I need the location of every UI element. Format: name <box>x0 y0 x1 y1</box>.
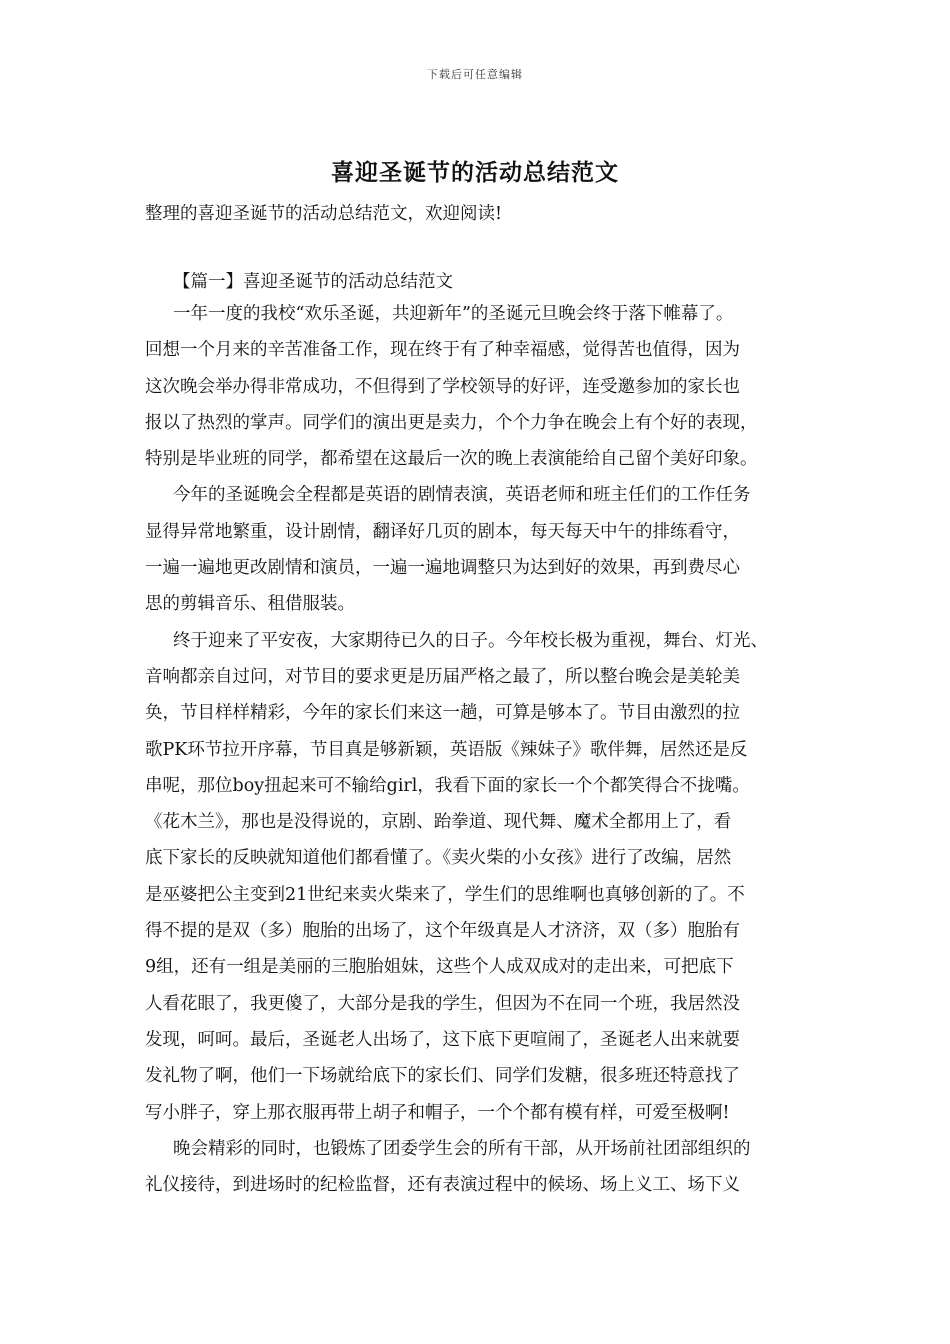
page-header-note: 下载后可任意编辑 <box>427 68 523 81</box>
body-text-line: 终于迎来了平安夜，大家期待已久的日子。今年校长极为重视，舞台、灯光、 <box>173 630 768 651</box>
body-text-line: 一年一度的我校“欢乐圣诞，共迎新年”的圣诞元旦晚会终于落下帷幕了。 <box>173 304 734 324</box>
body-text-line: 9组，还有一组是美丽的三胞胎姐妹，这些个人成双成对的走出来，可把底下 <box>145 957 734 978</box>
body-text-line: 报以了热烈的掌声。同学们的演出更是卖力，个个力争在晚会上有个好的表现， <box>145 412 758 433</box>
document-body <box>145 296 825 1203</box>
body-text-line: 回想一个月来的辛苦准备工作，现在终于有了种幸福感，觉得苦也值得，因为 <box>145 340 740 361</box>
body-text-line: 歌PK环节拉开序幕，节目真是够新颖，英语版《辣妹子》歌伴舞，居然还是反 <box>145 739 748 760</box>
document-title: 喜迎圣诞节的活动总结范文 <box>331 159 619 186</box>
body-text-line: 思的剪辑音乐、租借服装。 <box>145 594 355 615</box>
body-text-line: 奂，节目样样精彩，今年的家长们来这一趟，可算是够本了。节目由激烈的拉 <box>145 703 740 724</box>
body-text-line: 底下家长的反映就知道他们都看懂了。《卖火柴的小女孩》进行了改编，居然 <box>145 848 732 869</box>
body-text-line: 一遍一遍地更改剧情和演员，一遍一遍地调整只为达到好的效果，再到费尽心 <box>145 558 740 579</box>
body-text-line: 《花木兰》，那也是没得说的，京剧、跆拳道、现代舞、魔术全都用上了，看 <box>145 812 732 833</box>
body-text-line: 显得异常地繁重，设计剧情，翻译好几页的剧本，每天每天中午的排练看守， <box>145 521 740 542</box>
body-text-line: 礼仪接待，到进场时的纪检监督，还有表演过程中的候场、场上义工、场下义 <box>145 1175 740 1196</box>
body-text-line: 得不提的是双（多）胞胎的出场了，这个年级真是人才济济，双（多）胞胎有 <box>145 921 740 942</box>
body-text-line: 是巫婆把公主变到21世纪来卖火柴来了，学生们的思维啊也真够创新的了。不 <box>145 884 745 905</box>
body-text-line: 人看花眼了，我更傻了，大部分是我的学生，但因为不在同一个班，我居然没 <box>145 993 740 1014</box>
section-heading: 【篇一】喜迎圣诞节的活动总结范文 <box>173 272 453 292</box>
body-text-line: 串呢，那位boy扭起来可不输给girl，我看下面的家长一个个都笑得合不拢嘴。 <box>145 775 750 796</box>
body-text-line: 音响都亲自过问，对节目的要求更是历届严格之最了，所以整台晚会是美轮美 <box>145 666 740 687</box>
body-text-line: 发现，呵呵。最后，圣诞老人出场了，这下底下更喧闹了，圣诞老人出来就要 <box>145 1029 740 1050</box>
body-text-line: 特别是毕业班的同学，都希望在这最后一次的晚上表演能给自己留个美好印象。 <box>145 449 758 470</box>
body-text-line: 晚会精彩的同时，也锻炼了团委学生会的所有干部，从开场前社团部组织的 <box>173 1138 751 1159</box>
body-text-line: 这次晚会举办得非常成功，不但得到了学校领导的好评，连受邀参加的家长也 <box>145 376 740 397</box>
body-text-line: 写小胖子，穿上那衣服再带上胡子和帽子，一个个都有模有样，可爱至极啊! <box>145 1102 730 1123</box>
body-text-line: 今年的圣诞晚会全程都是英语的剧情表演，英语老师和班主任们的工作任务 <box>173 485 751 506</box>
intro-paragraph: 整理的喜迎圣诞节的活动总结范文，欢迎阅读! <box>145 204 503 224</box>
body-text-line: 发礼物了啊，他们一下场就给底下的家长们、同学们发糖，很多班还特意找了 <box>145 1066 740 1087</box>
